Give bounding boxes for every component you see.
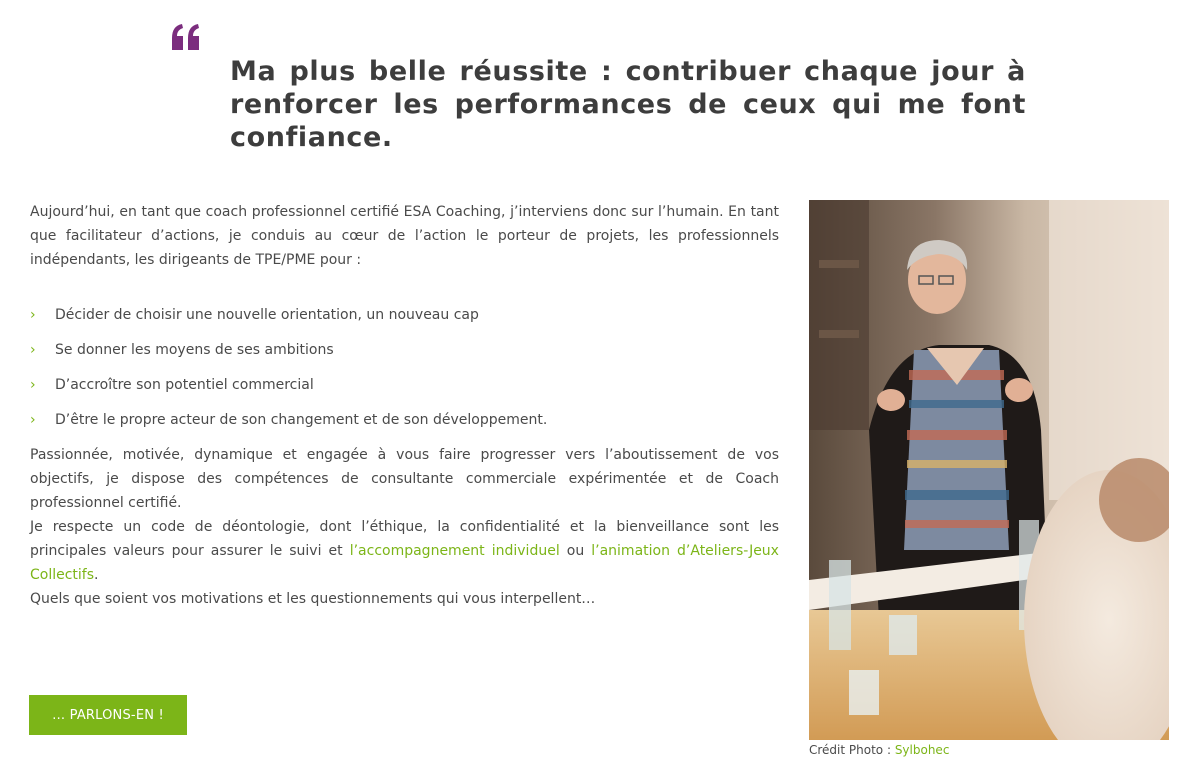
chevron-right-icon: › bbox=[30, 342, 36, 358]
list-item bbox=[30, 303, 779, 338]
quote-heading: Ma plus belle réussite : contribuer chaque jour à renforcer les performances de ceux qui me font confiance. bbox=[230, 56, 1026, 153]
photo-credit-label: Crédit Photo : bbox=[809, 743, 895, 757]
ethics-paragraph bbox=[30, 515, 779, 587]
chevron-right-icon: › bbox=[30, 412, 36, 428]
ethics-text: Je respecte un code de déontologie, dont l’éthique, la confidentialité et la bienveillance sont les principales valeurs pour assurer le suivi et bbox=[30, 519, 779, 559]
photo-credit bbox=[809, 743, 949, 757]
qualifications-paragraph: Passionnée, motivée, dynamique et engagée à vous faire progresser vers l’aboutissement de vos objectifs, je dispose des compétences de consultante commerciale expérimentée et de Coach professionnel certifié. bbox=[30, 447, 779, 511]
main-content bbox=[30, 200, 779, 611]
list-item-label: D’accroître son potentiel commercial bbox=[55, 377, 314, 393]
contact-cta-button[interactable]: … PARLONS-EN ! bbox=[29, 695, 187, 735]
chevron-right-icon: › bbox=[30, 307, 36, 323]
chevron-right-icon: › bbox=[30, 377, 36, 393]
closing-paragraph: Quels que soient vos motivations et les questionnements qui vous interpellent… bbox=[30, 591, 596, 607]
list-item-label: D’être le propre acteur de son changement et de son développement. bbox=[55, 412, 548, 428]
list-item-label: Se donner les moyens de ses ambitions bbox=[55, 342, 334, 358]
list-item bbox=[30, 338, 779, 373]
individual-coaching-link[interactable]: l’accompagnement individuel bbox=[349, 543, 560, 559]
list-item-label: Décider de choisir une nouvelle orientation, un nouveau cap bbox=[55, 307, 479, 323]
objectives-list bbox=[30, 303, 779, 443]
photographer-link[interactable]: Sylbohec bbox=[894, 743, 950, 757]
ethics-end: . bbox=[94, 567, 99, 583]
list-item bbox=[30, 408, 779, 443]
collective-workshops-link[interactable]: l’animation d’Ateliers-Jeux Collectifs bbox=[30, 543, 779, 583]
list-item bbox=[30, 373, 779, 408]
intro-paragraph: Aujourd’hui, en tant que coach professionnel certifié ESA Coaching, j’interviens donc sur l’humain. En tant que facilitateur d’actions, je conduis au cœur de l’action le porteur de projets, les professionnels indépendants, les dirigeants de TPE/PME pour : bbox=[30, 204, 779, 268]
coach-presenting-photo bbox=[809, 200, 1169, 740]
quote-mark-icon bbox=[170, 22, 202, 52]
ethics-conjunction: ou bbox=[559, 543, 592, 559]
